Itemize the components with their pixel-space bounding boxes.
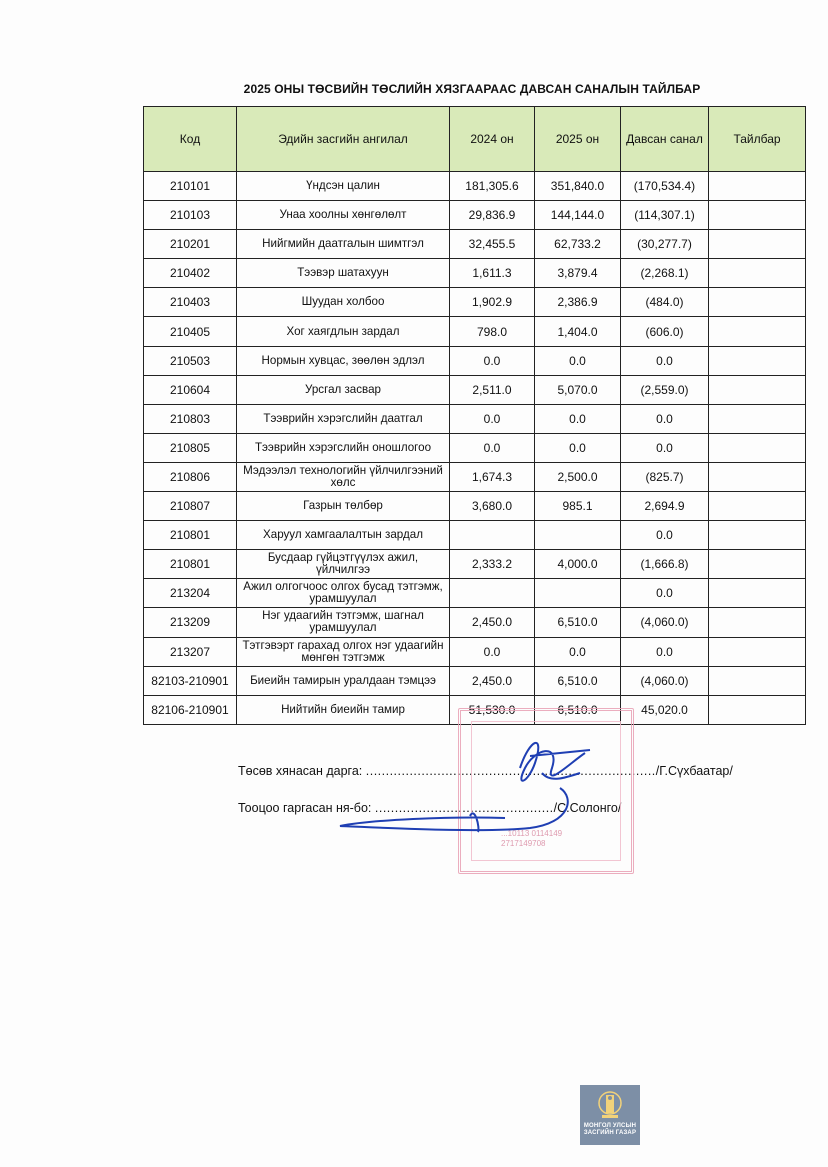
cell-2025: 62,733.2 [535,230,621,259]
cell-code: 210101 [144,172,237,201]
table-row [144,433,806,462]
cell-note [709,201,806,230]
cell-2025: 985.1 [535,492,621,521]
header-code: Код [144,107,237,172]
table-row [144,375,806,404]
cell-classification: Шуудан холбоо [237,288,450,317]
cell-classification: Тээврийн хэрэгслийн оношлогоо [237,433,450,462]
cell-over: (825.7) [621,462,709,491]
cell-code: 82103-210901 [144,666,237,695]
header-over: Давсан санал [621,107,709,172]
cell-note [709,288,806,317]
cell-classification: Тэтгэвэрт гарахад олгох нэг удаагийн мөнгөн тэтгэмж [237,637,450,666]
cell-over: 0.0 [621,579,709,608]
cell-2024: 2,511.0 [450,375,535,404]
cell-code: 213204 [144,579,237,608]
cell-note [709,317,806,346]
cell-classification: Тээврийн хэрэгслийн даатгал [237,404,450,433]
cell-2025: 0.0 [535,637,621,666]
cell-2024: 0.0 [450,404,535,433]
table-row [144,579,806,608]
cell-classification: Нийтийн биеийн тамир [237,695,450,724]
table-row [144,404,806,433]
cell-code: 210801 [144,550,237,579]
cell-note [709,433,806,462]
cell-2024: 3,680.0 [450,492,535,521]
cell-2025: 351,840.0 [535,172,621,201]
cell-note [709,608,806,637]
cell-2025: 0.0 [535,346,621,375]
cell-classification: Бусдаар гүйцэтгүүлэх ажил, үйлчилгээ [237,550,450,579]
cell-note [709,462,806,491]
document-title: 2025 ОНЫ ТӨСВИЙН ТӨСЛИЙН ХЯЗГААРААС ДАВСАН САНАЛЫН ТАЙЛБАР [243,82,701,96]
header-2025: 2025 он [535,107,621,172]
cell-2025: 2,500.0 [535,462,621,491]
cell-over: 0.0 [621,404,709,433]
cell-over: (2,559.0) [621,375,709,404]
cell-classification: Биеийн тамирын уралдаан тэмцээ [237,666,450,695]
header-classification: Эдийн засгийн ангилал [237,107,450,172]
cell-classification: Газрын төлбөр [237,492,450,521]
cell-code: 210103 [144,201,237,230]
cell-over: (2,268.1) [621,259,709,288]
table-row [144,201,806,230]
cell-2024: 0.0 [450,346,535,375]
cell-classification: Унаа хоолны хөнгөлөлт [237,201,450,230]
cell-note [709,172,806,201]
cell-over: (484.0) [621,288,709,317]
cell-classification: Тээвэр шатахуун [237,259,450,288]
cell-note [709,579,806,608]
government-logo [580,1085,640,1145]
cell-2024: 29,836.9 [450,201,535,230]
preparer-dots: ............................................. [374,801,554,815]
budget-table [143,106,806,725]
cell-classification: Нормын хувцас, зөөлөн эдлэл [237,346,450,375]
cell-over: (170,534.4) [621,172,709,201]
cell-note [709,695,806,724]
cell-2024: 2,450.0 [450,666,535,695]
cell-classification: Хог хаягдлын зардал [237,317,450,346]
reviewer-name: /Г.Сүхбаатар/ [655,764,733,778]
cell-2025: 144,144.0 [535,201,621,230]
cell-2025: 4,000.0 [535,550,621,579]
cell-2024: 0.0 [450,637,535,666]
reviewer-dots: ......................................................................... [365,764,656,778]
cell-2025: 6,510.0 [535,666,621,695]
cell-over: 0.0 [621,521,709,550]
cell-2024: 181,305.6 [450,172,535,201]
header-note: Тайлбар [709,107,806,172]
header-2024: 2024 он [450,107,535,172]
cell-code: 82106-210901 [144,695,237,724]
cell-note [709,230,806,259]
cell-2024: 1,902.9 [450,288,535,317]
cell-classification: Ажил олгогчоос олгох бусад тэтгэмж, урамшуулал [237,579,450,608]
cell-classification: Харуул хамгаалалтын зардал [237,521,450,550]
cell-over: (4,060.0) [621,608,709,637]
soyombo-emblem-icon [592,1089,628,1123]
cell-code: 210803 [144,404,237,433]
cell-2025: 0.0 [535,433,621,462]
cell-2025: 6,510.0 [535,608,621,637]
cell-2024: 798.0 [450,317,535,346]
cell-classification: Урсгал засвар [237,375,450,404]
table-row [144,521,806,550]
preparer-label: Тооцоо гаргасан ня-бо: [238,801,372,815]
cell-code: 210201 [144,230,237,259]
cell-over: (4,060.0) [621,666,709,695]
cell-2025: 3,879.4 [535,259,621,288]
cell-code: 210405 [144,317,237,346]
cell-2025: 6,510.0 [535,695,621,724]
cell-over: 2,694.9 [621,492,709,521]
cell-2025: 0.0 [535,404,621,433]
cell-note [709,637,806,666]
handwritten-signature [330,728,630,848]
table-row [144,492,806,521]
cell-code: 213207 [144,637,237,666]
cell-classification: Нэг удаагийн тэтгэмж, шагнал урамшуулал [237,608,450,637]
cell-code: 213209 [144,608,237,637]
table-row [144,637,806,666]
cell-over: (30,277.7) [621,230,709,259]
cell-2024: 2,333.2 [450,550,535,579]
cell-2025: 2,386.9 [535,288,621,317]
cell-note [709,521,806,550]
cell-note [709,259,806,288]
cell-code: 210503 [144,346,237,375]
cell-classification: Мэдээлэл технологийн үйлчилгээний хөлс [237,462,450,491]
table-body [144,172,806,725]
table-row [144,608,806,637]
cell-2024: 2,450.0 [450,608,535,637]
cell-2024: 51,530.0 [450,695,535,724]
logo-line-2: ЗАСГИЙН ГАЗАР [583,1130,637,1136]
logo-line-1: МОНГОЛ УЛСЫН [583,1123,637,1129]
table-row [144,550,806,579]
cell-over: (114,307.1) [621,201,709,230]
preparer-name: /С.Солонго/ [553,801,622,815]
cell-over: (1,666.8) [621,550,709,579]
cell-note [709,492,806,521]
cell-2024: 1,611.3 [450,259,535,288]
cell-code: 210403 [144,288,237,317]
cell-over: 0.0 [621,637,709,666]
table-header-row [144,107,806,172]
cell-code: 210604 [144,375,237,404]
table-row [144,317,806,346]
cell-2025: 1,404.0 [535,317,621,346]
cell-note [709,666,806,695]
cell-over: 0.0 [621,346,709,375]
table-row [144,288,806,317]
cell-classification: Нийгмийн даатгалын шимтгэл [237,230,450,259]
cell-2024: 1,674.3 [450,462,535,491]
cell-2025 [535,579,621,608]
table-row [144,462,806,491]
cell-2024 [450,579,535,608]
table-row [144,259,806,288]
cell-2024: 0.0 [450,433,535,462]
cell-2024 [450,521,535,550]
cell-classification: Үндсэн цалин [237,172,450,201]
cell-over: 0.0 [621,433,709,462]
cell-over: 45,020.0 [621,695,709,724]
table-row [144,230,806,259]
cell-2025: 5,070.0 [535,375,621,404]
cell-note [709,346,806,375]
cell-code: 210805 [144,433,237,462]
cell-over: (606.0) [621,317,709,346]
stamp-number: ...10113 0114149 2717149708 [501,829,563,848]
cell-note [709,404,806,433]
cell-2025 [535,521,621,550]
cell-code: 210806 [144,462,237,491]
cell-code: 210807 [144,492,237,521]
cell-note [709,550,806,579]
reviewer-label: Төсөв хянасан дарга: [238,764,363,778]
cell-code: 210402 [144,259,237,288]
cell-code: 210801 [144,521,237,550]
cell-2024: 32,455.5 [450,230,535,259]
cell-note [709,375,806,404]
table-row [144,172,806,201]
table-row [144,666,806,695]
table-row [144,346,806,375]
